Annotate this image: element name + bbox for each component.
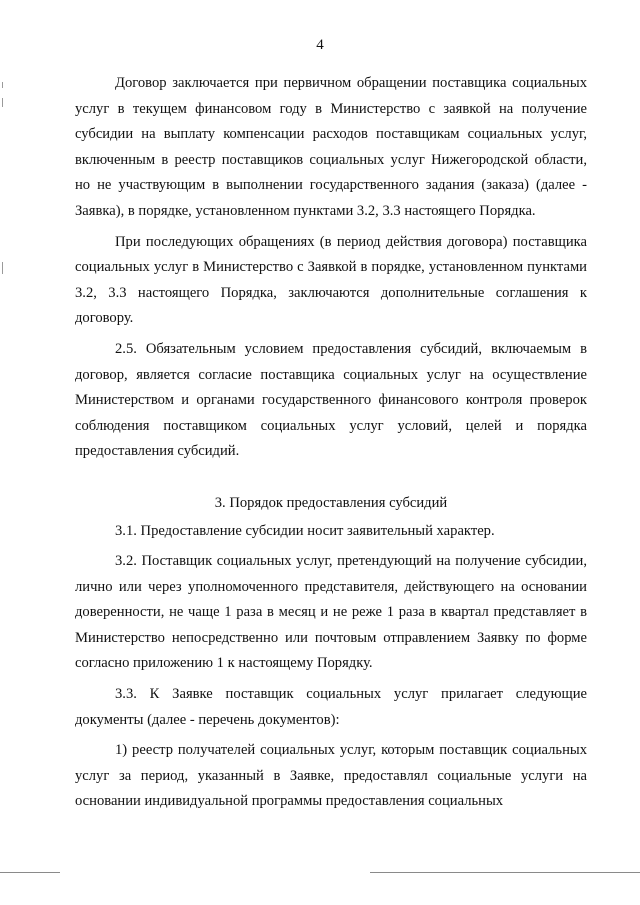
paragraph-2-5: 2.5. Обязательным условием предоставления субсидий, включаемым в договор, является согласие поставщика социальных услуг на осуществление Министерством и органами государственного финансового контроля проверок соблюдения поставщиком социальных услуг условий, целей и порядка предоставления субсидий. bbox=[75, 340, 587, 460]
scan-mark-left-2 bbox=[2, 98, 3, 107]
scan-bottom-rule-right bbox=[370, 872, 640, 873]
scan-mark-left-1 bbox=[2, 82, 3, 88]
paragraph-3-3-item-1: 1) реестр получателей социальных услуг, которым поставщик социальных услуг за период, указанный в Заявке, предоставлял социальные услуги на основании индивидуальной программы предоставления социальных bbox=[75, 742, 587, 810]
document-body bbox=[75, 71, 587, 820]
paragraph-contract-subsequent: При последующих обращениях (в период действия договора) поставщика социальных услуг в Министерство с Заявкой в порядке, установленном пунктами 3.2, 3.3 настоящего Порядка, заключаются дополнительные соглашения к договору. bbox=[75, 233, 587, 327]
section-heading-3: 3. Порядок предоставления субсидий bbox=[214, 494, 448, 511]
paragraph-3-1: 3.1. Предоставление субсидии носит заявительный характер. bbox=[115, 522, 495, 539]
paragraph-3-2: 3.2. Поставщик социальных услуг, претендующий на получение субсидии, лично или через уполномоченного представителя, действующего на основании доверенности, не чаще 1 раза в месяц и не реже 1 раза в квартал представляет в Министерство непосредственно или почтовым отправлением Заявку по форме согласно приложению 1 к настоящему Порядку. bbox=[75, 553, 587, 672]
scan-mark-left-3 bbox=[2, 262, 3, 274]
scan-bottom-rule-left bbox=[0, 872, 60, 873]
paragraph-3-3: 3.3. К Заявке поставщик социальных услуг прилагает следующие документы (далее - перечень документов): bbox=[75, 686, 587, 728]
page-number: 4 bbox=[316, 37, 324, 53]
paragraph-contract-initial: Договор заключается при первичном обращении поставщика социальных услуг в текущем финансовом году в Министерство с заявкой на получение субсидии на выплату компенсации расходов поставщикам социальных услуг, включенным в реестр поставщиков социальных услуг Нижегородской области, но не участвующим в выполнении государственного задания (заказа) (далее - Заявка), в порядке, установленном пунктами 3.2, 3.3 настоящего Порядка. bbox=[75, 75, 587, 219]
